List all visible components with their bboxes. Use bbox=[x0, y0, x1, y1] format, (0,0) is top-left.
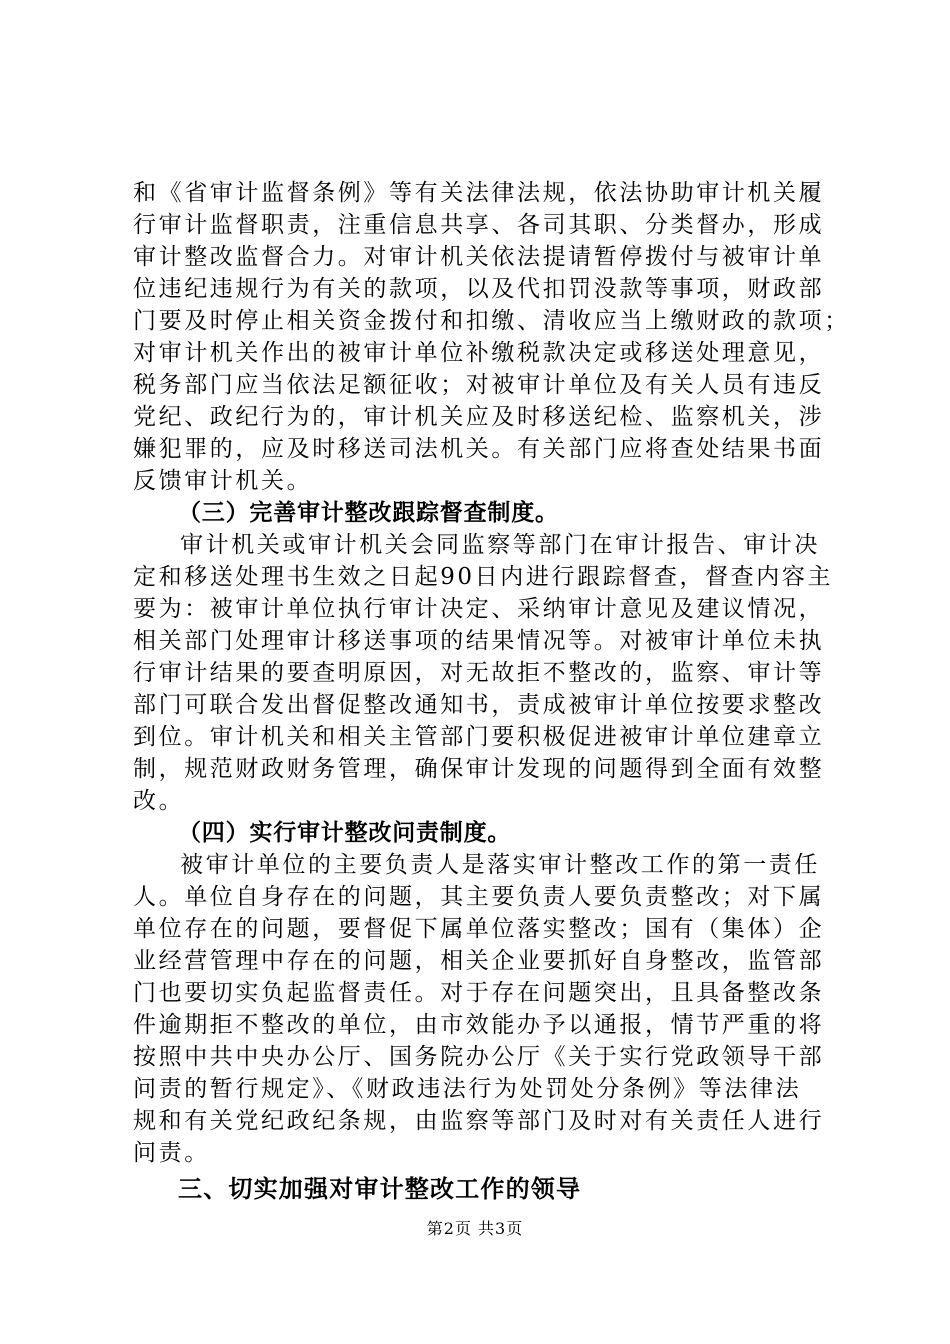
body-line: 单位存在的问题，要督促下属单位落实整改；国有（集体）企 bbox=[133, 916, 825, 942]
body-line: 件逾期拒不整改的单位，由市效能办予以通报，情节严重的将 bbox=[133, 1012, 825, 1038]
body-line: 定和移送处理书生效之日起90日内进行跟踪督查，督查内容主 bbox=[133, 564, 834, 590]
body-line: 反馈审计机关。 bbox=[133, 468, 313, 494]
body-line: 改。 bbox=[133, 788, 185, 814]
body-line: 规和有关党纪政纪条规，由监察等部门及时对有关责任人进行 bbox=[133, 1108, 825, 1134]
page-number-footer: 第2页 共3页 bbox=[426, 1219, 524, 1238]
body-line: 税务部门应当依法足额征收；对被审计单位及有关人员有违反 bbox=[133, 372, 825, 398]
body-line: 行审计监督职责，注重信息共享、各司其职、分类督办，形成 bbox=[133, 212, 825, 238]
body-line: 制，规范财政财务管理，确保审计发现的问题得到全面有效整 bbox=[133, 756, 825, 782]
body-line: 部门可联合发出督促整改通知书，责成被审计单位按要求整改 bbox=[133, 692, 825, 718]
body-line: 嫌犯罪的，应及时移送司法机关。有关部门应将查处结果书面 bbox=[133, 436, 825, 462]
body-line: 审计机关或审计机关会同监察等部门在审计报告、审计决 bbox=[180, 532, 820, 558]
body-line: 行审计结果的要查明原因，对无故拒不整改的，监察、审计等 bbox=[133, 660, 825, 686]
body-line: 和《省审计监督条例》等有关法律法规，依法协助审计机关履 bbox=[133, 180, 825, 206]
body-line: 业经营管理中存在的问题，相关企业要抓好自身整改，监管部 bbox=[133, 948, 825, 974]
body-line: 要为：被审计单位执行审计决定、采纳审计意见及建议情况， bbox=[133, 596, 825, 622]
body-line: 按照中共中央办公厅、国务院办公厅《关于实行党政领导干部 bbox=[133, 1044, 825, 1070]
section-heading-3: （三）完善审计整改跟踪督查制度。 bbox=[178, 500, 559, 526]
body-line: 人。单位自身存在的问题，其主要负责人要负责整改；对下属 bbox=[133, 884, 825, 910]
body-line: 党纪、政纪行为的，审计机关应及时移送纪检、监察机关，涉 bbox=[133, 404, 825, 430]
body-line: 位违纪违规行为有关的款项，以及代扣罚没款等事项，财政部 bbox=[133, 276, 825, 302]
body-line: 对审计机关作出的被审计单位补缴税款决定或移送处理意见， bbox=[133, 340, 825, 366]
body-line: 门也要切实负起监督责任。对于存在问题突出，且具备整改条 bbox=[133, 980, 825, 1006]
body-line: 审计整改监督合力。对审计机关依法提请暂停拨付与被审计单 bbox=[133, 244, 825, 270]
body-line: 问责。 bbox=[133, 1140, 210, 1166]
body-line: 问责的暂行规定》、《财政违法行为处罚处分条例》等法律法 bbox=[133, 1076, 802, 1102]
main-section-heading: 三、切实加强对审计整改工作的领导 bbox=[178, 1175, 582, 1203]
body-line: 到位。审计机关和相关主管部门要积极促进被审计单位建章立 bbox=[133, 724, 825, 750]
body-line: 门要及时停止相关资金拨付和扣缴、清收应当上缴财政的款项； bbox=[133, 308, 850, 334]
body-line: 被审计单位的主要负责人是落实审计整改工作的第一责任 bbox=[180, 852, 820, 878]
body-line: 相关部门处理审计移送事项的结果情况等。对被审计单位未执 bbox=[133, 628, 825, 654]
section-heading-4: （四）实行审计整改问责制度。 bbox=[178, 820, 512, 846]
